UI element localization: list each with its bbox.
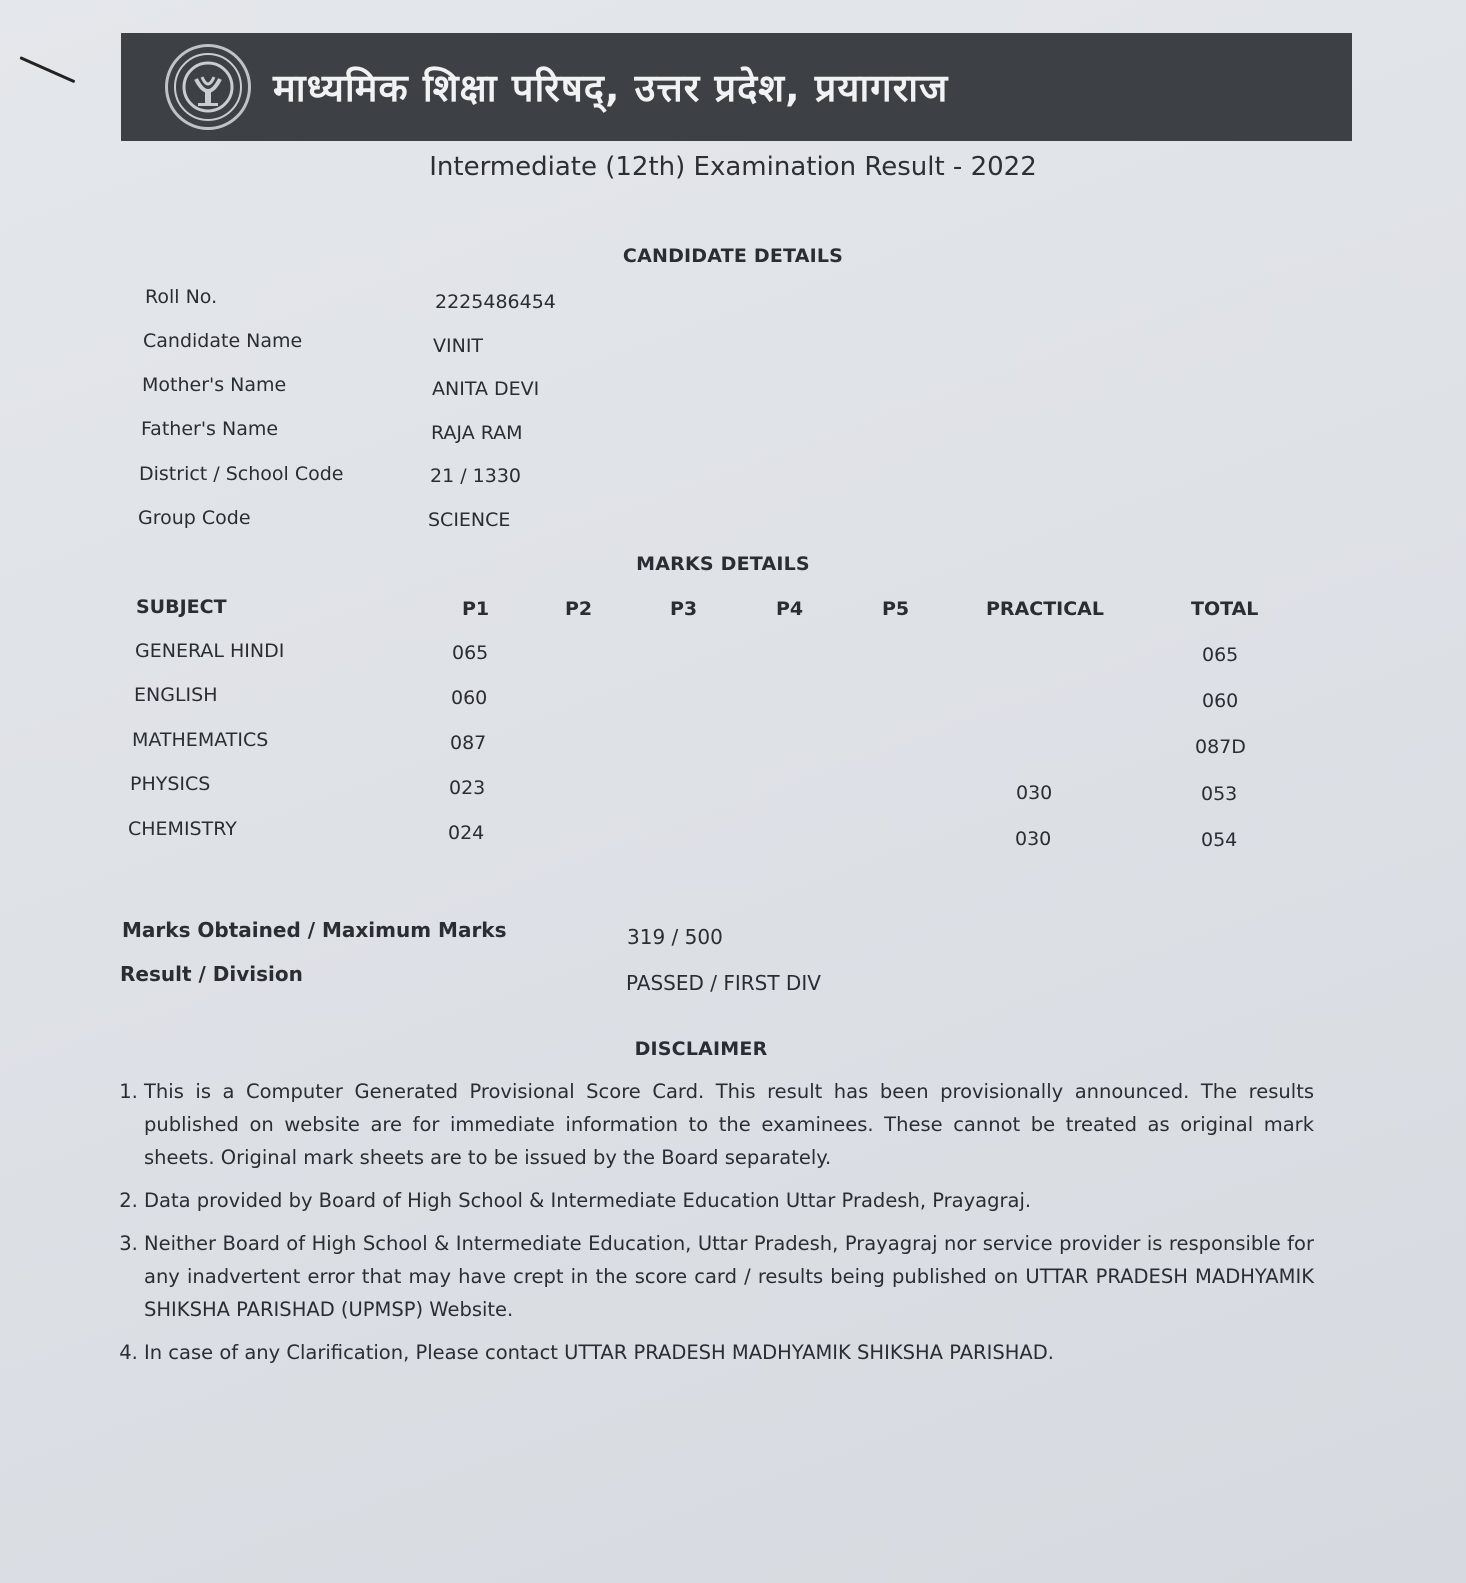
disclaimer-heading: DISCLAIMER <box>634 1038 768 1060</box>
header-band <box>121 33 1352 141</box>
table-row-subject: MATHEMATICS <box>132 729 269 751</box>
table-row-subject: ENGLISH <box>134 684 218 706</box>
table-row-p1: 065 <box>452 642 489 664</box>
result-division-label: Result / Division <box>120 962 303 986</box>
table-row-p1: 087 <box>450 732 487 754</box>
col-p4: P4 <box>776 598 804 620</box>
roll-no-value: 2225486454 <box>435 291 556 313</box>
col-practical: PRACTICAL <box>986 598 1104 620</box>
col-p5: P5 <box>882 598 910 620</box>
emblem-icon <box>165 44 251 130</box>
disclaimer-list <box>104 1075 1314 1379</box>
group-code-label: Group Code <box>138 507 251 529</box>
col-subject: SUBJECT <box>136 596 227 618</box>
marks-details-heading: MARKS DETAILS <box>636 553 810 575</box>
district-school-code-value: 21 / 1330 <box>430 465 522 487</box>
result-division-value: PASSED / FIRST DIV <box>626 971 821 995</box>
col-p3: P3 <box>670 598 698 620</box>
table-row-total: 054 <box>1201 829 1238 851</box>
table-row-subject: CHEMISTRY <box>128 818 237 840</box>
roll-no-label: Roll No. <box>145 286 218 308</box>
candidate-name-value: VINIT <box>433 335 484 357</box>
table-row-total: 060 <box>1202 690 1239 712</box>
result-title: Intermediate (12th) Examination Result - 2022 <box>429 152 1037 182</box>
marks-obtained-value: 319 / 500 <box>627 925 723 949</box>
father-name-value: RAJA RAM <box>431 422 523 444</box>
table-row-practical: 030 <box>1015 828 1052 850</box>
table-row-subject: PHYSICS <box>130 773 211 795</box>
table-row-subject: GENERAL HINDI <box>135 640 285 662</box>
table-row-p1: 024 <box>448 822 485 844</box>
col-p1: P1 <box>462 598 490 620</box>
pen-mark <box>19 56 75 83</box>
mother-name-value: ANITA DEVI <box>432 378 540 400</box>
disclaimer-item: 3. Neither Board of High School & Intermediate Education, Uttar Pradesh, Prayagraj nor service provider is responsible for any inadvertent error that may have crept in the score card / results being published on UTTAR PRADESH MADHYAMIK SHIKSHA PARISHAD (UPMSP) Website. <box>144 1227 1314 1326</box>
col-p2: P2 <box>565 598 593 620</box>
table-row-p1: 023 <box>449 777 486 799</box>
candidate-name-label: Candidate Name <box>143 330 303 352</box>
table-row-p1: 060 <box>451 687 488 709</box>
table-row-total: 053 <box>1201 783 1238 805</box>
group-code-value: SCIENCE <box>428 509 511 531</box>
board-title: माध्यमिक शिक्षा परिषद्, उत्तर प्रदेश, प्रयागराज <box>273 66 949 110</box>
father-name-label: Father's Name <box>141 418 279 440</box>
candidate-details-heading: CANDIDATE DETAILS <box>622 245 844 267</box>
disclaimer-item: 2. Data provided by Board of High School & Intermediate Education Uttar Pradesh, Prayagraj. <box>144 1184 1314 1217</box>
marks-obtained-label: Marks Obtained / Maximum Marks <box>122 918 507 942</box>
table-row-total: 065 <box>1202 644 1239 666</box>
table-row-practical: 030 <box>1016 782 1053 804</box>
disclaimer-item: 1. This is a Computer Generated Provisional Score Card. This result has been provisionally announced. The results published on website are for immediate information to the examinees. These cannot be treated as original mark sheets. Original mark sheets are to be issued by the Board separately. <box>144 1075 1314 1174</box>
disclaimer-item: 4. In case of any Clarification, Please contact UTTAR PRADESH MADHYAMIK SHIKSHA PARISHAD. <box>144 1336 1314 1369</box>
district-school-code-label: District / School Code <box>139 463 344 485</box>
col-total: TOTAL <box>1191 598 1259 620</box>
mother-name-label: Mother's Name <box>142 374 287 396</box>
table-row-total: 087D <box>1195 736 1246 758</box>
